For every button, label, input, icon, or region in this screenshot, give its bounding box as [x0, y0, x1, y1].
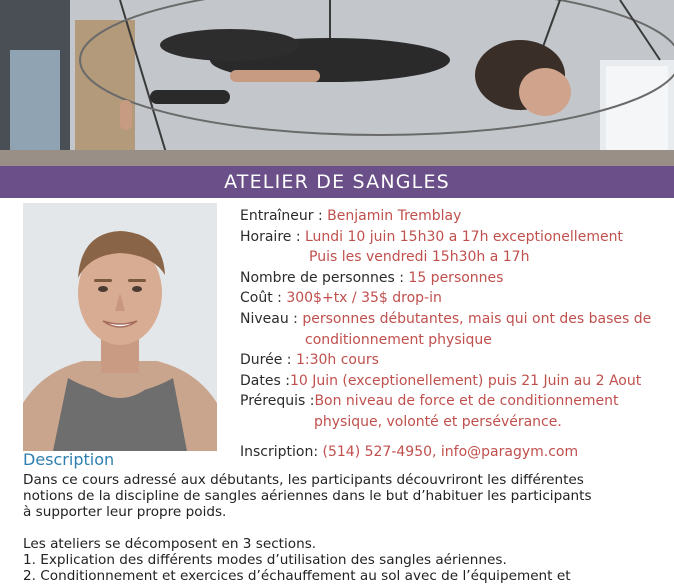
dates-value: 10 Juin (exceptionellement) puis 21 Juin au 2 Aout	[289, 372, 642, 389]
course-info	[240, 206, 674, 462]
duration-label: Durée :	[240, 352, 296, 369]
level-row	[240, 309, 674, 330]
page-title: ATELIER DE SANGLES	[224, 171, 450, 193]
duration-row	[240, 350, 674, 371]
prereq-label: Prérequis :	[240, 393, 315, 410]
description-line: 1. Explication des différents modes d’utilisation des sangles aériennes.	[23, 552, 507, 568]
schedule-row-2	[240, 247, 674, 268]
cost-row	[240, 288, 674, 309]
prereq-row-2	[240, 412, 674, 433]
cost-value: 300$+tx / 35$ drop-in	[286, 290, 442, 307]
description-body	[23, 472, 663, 584]
schedule-label: Horaire :	[240, 228, 305, 245]
inscription-label: Inscription:	[240, 443, 323, 460]
description-heading: Description	[23, 450, 115, 469]
title-band	[0, 166, 674, 198]
inscription-value[interactable]: (514) 527-4950, info@paragym.com	[322, 443, 579, 460]
aerial-straps-photo	[0, 0, 674, 166]
description-line: 2. Conditionnement et exercices d’échauffement au sol avec de l’équipement et	[23, 568, 571, 584]
dates-label: Dates :	[240, 372, 290, 389]
level-row-2	[240, 330, 674, 351]
trainer-portrait	[23, 203, 217, 451]
description-line: notions de la discipline de sangles aériennes dans le but d’habituer les participants	[23, 488, 592, 504]
inscription-row	[240, 442, 674, 463]
trainer-label: Entraîneur :	[240, 208, 328, 224]
dates-row	[240, 371, 674, 392]
info-spacer	[240, 433, 674, 442]
description-line: à supporter leur propre poids.	[23, 504, 227, 520]
cost-label: Coût :	[240, 290, 287, 307]
hero-photo	[0, 0, 674, 166]
schedule-line2: Puis les vendredi 15h30h a 17h	[309, 249, 530, 266]
people-value: 15 personnes	[408, 269, 504, 286]
level-label: Niveau :	[240, 310, 303, 327]
people-row	[240, 268, 674, 289]
level-line2: conditionnement physique	[305, 331, 492, 348]
schedule-row	[240, 227, 674, 248]
paragraph-spacer	[23, 520, 663, 536]
prereq-line1: Bon niveau de force et de conditionnement	[314, 393, 619, 410]
level-line1: personnes débutantes, mais qui ont des bases de	[302, 310, 652, 327]
trainer-portrait-image	[23, 203, 217, 451]
trainer-value: Benjamin Tremblay	[327, 208, 462, 224]
prereq-line2: physique, volonté et persévérance.	[314, 413, 562, 430]
prereq-row	[240, 391, 674, 412]
people-label: Nombre de personnes :	[240, 269, 409, 286]
schedule-line1: Lundi 10 juin 15h30 a 17h exceptionellement	[305, 228, 623, 245]
trainer-row	[240, 206, 674, 227]
description-line: Dans ce cours adressé aux débutants, les participants découvriront les différentes	[23, 472, 584, 488]
description-line: Les ateliers se décomposent en 3 sections.	[23, 536, 317, 552]
duration-value: 1:30h cours	[295, 352, 379, 369]
